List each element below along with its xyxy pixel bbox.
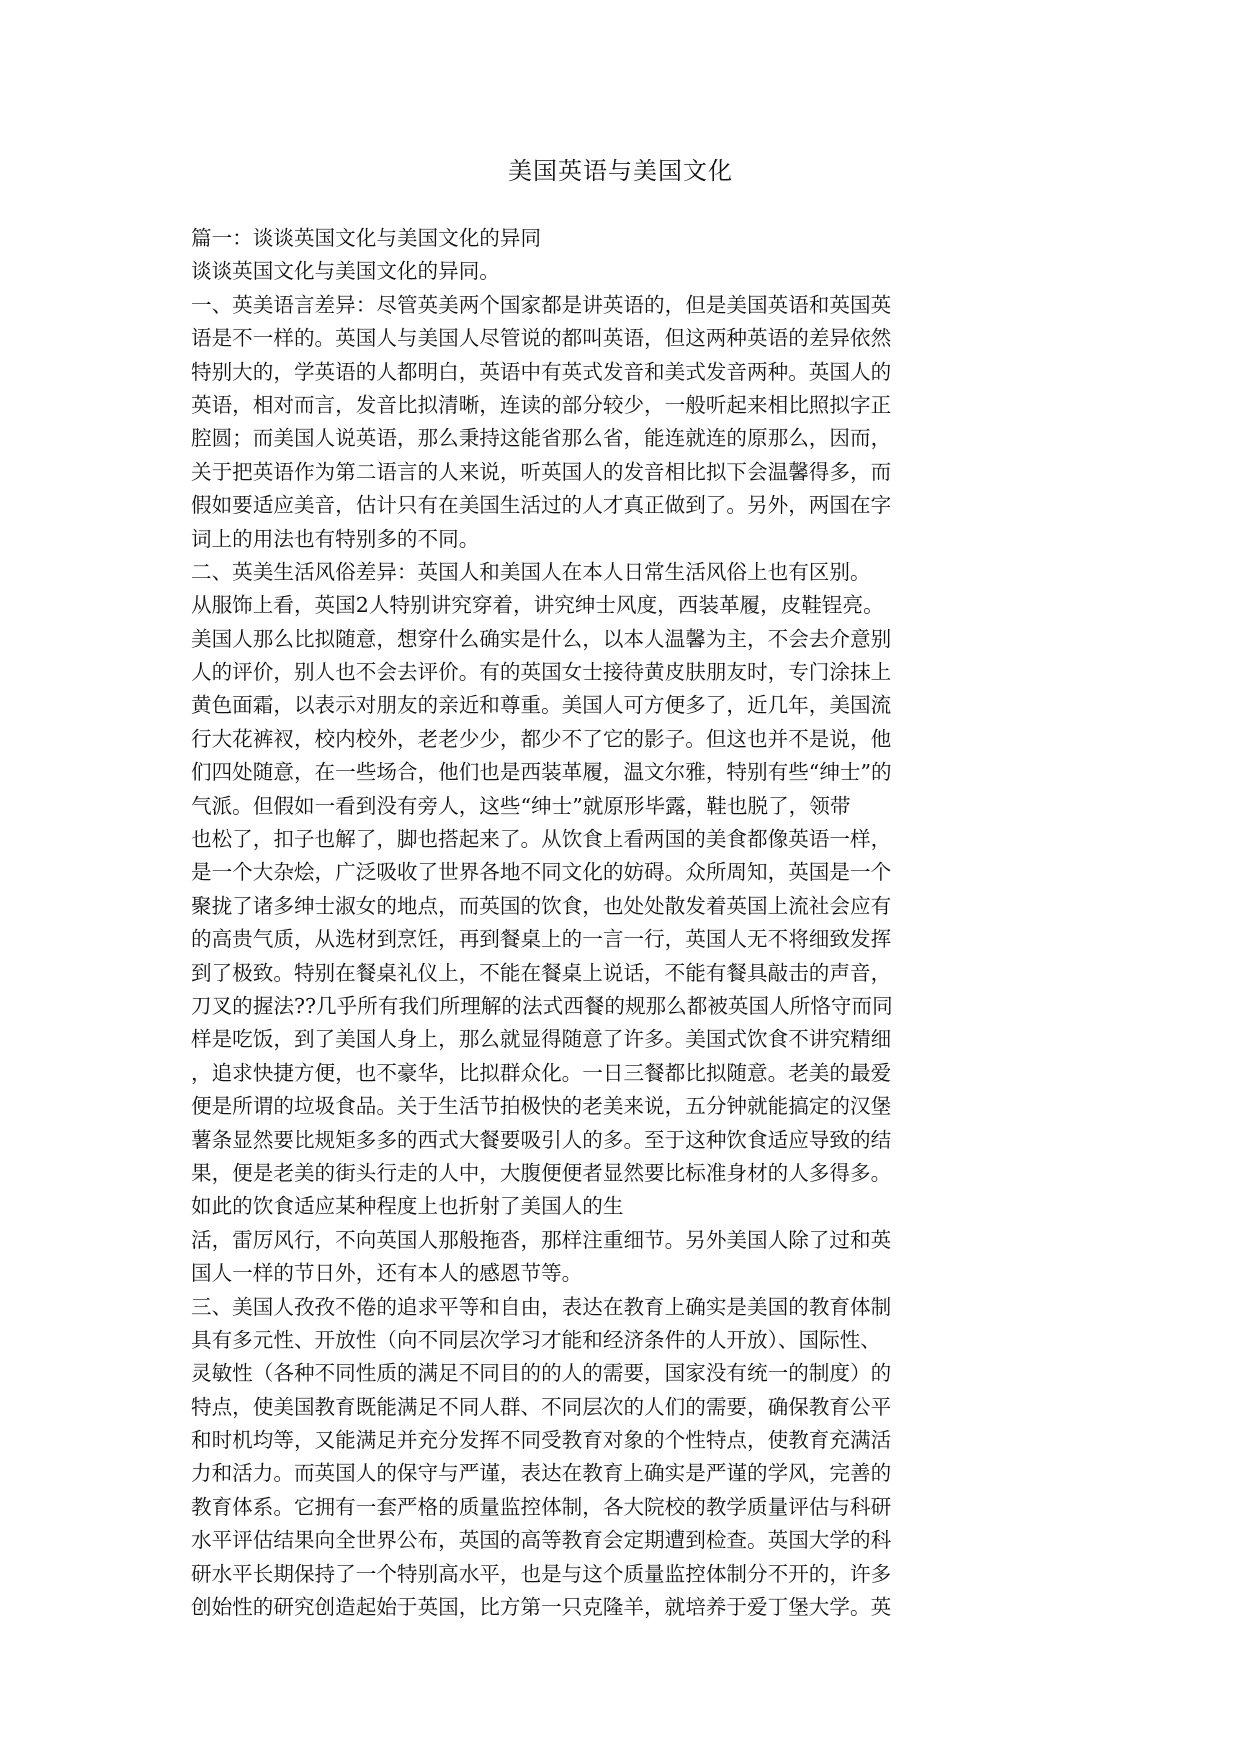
text-line: 创始性的研究创造起始于英国，比方第一只克隆羊，就培养于爱丁堡大学。英 [191,1595,892,1620]
text-line: 词上的用法也有特别多的不同。 [191,526,480,551]
text-line: 英语，相对而言，发音比拟清晰，连读的部分较少，一般听起来相比照拟字正 [191,392,892,417]
text-line: 关于把英语作为第二语言的人来说，听英国人的发音相比拟下会温馨得多，而 [191,459,892,484]
text-line: 腔圆；而美国人说英语，那么秉持这能省那么省，能连就连的原那么，因而， [191,426,892,451]
text-line: 研水平长期保持了一个特别高水平，也是与这个质量监控体制分不开的，许多 [191,1561,892,1586]
text-line: 薯条显然要比规矩多多的西式大餐要吸引人的多。至于这种饮食适应导致的结 [191,1127,892,1152]
document-title: 美国英语与美国文化 [508,157,733,185]
text-line: 是一个大杂烩，广泛吸收了世界各地不同文化的妨碍。众所周知，英国是一个 [191,860,892,885]
text-line: 如此的饮食适应某种程度上也折射了美国人的生 [191,1194,624,1219]
text-line: 果，便是老美的街头行走的人中，大腹便便者显然要比标准身材的人多得多。 [191,1160,892,1185]
text-line: 灵敏性（各种不同性质的满足不同目的的人的需要，国家没有统一的制度）的 [191,1361,892,1386]
text-line: 行大花裤衩，校内校外，老老少少，都少不了它的影子。但这也并不是说，他 [191,726,892,751]
text-line: 和时机均等，又能满足并充分发挥不同受教育对象的个性特点，使教育充满活 [191,1428,892,1453]
text-line: 国人一样的节日外，还有本人的感恩节等。 [191,1261,583,1286]
text-line: 的高贵气质，从选材到烹饪，再到餐桌上的一言一行，英国人无不将细致发挥 [191,927,892,952]
text-line: 到了极致。特别在餐桌礼仪上，不能在餐桌上说话，不能有餐具敲击的声音， [191,960,892,985]
text-line: 便是所谓的垃圾食品。关于生活节拍极快的老美来说，五分钟就能搞定的汉堡 [191,1094,892,1119]
text-line: 假如要适应美音，估计只有在美国生活过的人才真正做到了。另外，两国在字 [191,493,892,518]
document-body [191,222,1051,1624]
text-line: 美国人那么比拟随意，想穿什么确实是什么，以本人温馨为主，不会去介意别 [191,626,892,651]
text-line: 教育体系。它拥有一套严格的质量监控体制，各大院校的教学质量评估与科研 [191,1494,892,1519]
text-line: 刀叉的握法??几乎所有我们所理解的法式西餐的规那么都被英国人所恪守而同 [191,993,893,1018]
text-line: 人的评价，别人也不会去评价。有的英国女士接待黄皮肤朋友时，专门涂抹上 [191,660,892,685]
text-line: 黄色面霜，以表示对朋友的亲近和尊重。美国人可方便多了，近几年，美国流 [191,693,892,718]
text-line: 水平评估结果向全世界公布，英国的高等教育会定期遭到检查。英国大学的科 [191,1528,892,1553]
text-line: 聚拢了诸多绅士淑女的地点，而英国的饮食，也处处散发着英国上流社会应有 [191,893,892,918]
text-line: 样是吃饭，到了美国人身上，那么就显得随意了许多。美国式饮食不讲究精细 [191,1027,892,1052]
text-line: 三、美国人孜孜不倦的追求平等和自由，表达在教育上确实是美国的教育体制 [191,1294,892,1319]
text-line: 活，雷厉风行，不向英国人那般拖沓，那样注重细节。另外美国人除了过和英 [191,1227,892,1252]
text-line: 们四处随意，在一些场合，他们也是西装革履，温文尔雅，特别有些“绅士”的 [191,760,892,785]
text-line: 也松了，扣子也解了，脚也搭起来了。从饮食上看两国的美食都像英语一样， [191,827,892,852]
text-line: 从服饰上看，英国2人特别讲究穿着，讲究绅士风度，西装革履，皮鞋锃亮。 [191,593,884,618]
text-line: 篇一：谈谈英国文化与美国文化的异同 [191,226,542,250]
text-line: 语是不一样的。英国人与美国人尽管说的都叫英语，但这两种英语的差异依然 [191,326,892,351]
text-line: 气派。但假如一看到没有旁人，这些“绅士”就原形毕露，鞋也脱了，领带 [191,793,851,818]
text-line: 谈谈英国文化与美国文化的异同。 [191,259,500,284]
text-line: 一、英美语言差异：尽管英美两个国家都是讲英语的，但是美国英语和英国英 [191,292,892,317]
text-line: 力和活力。而英国人的保守与严谨，表达在教育上确实是严谨的学风，完善的 [191,1461,892,1486]
text-line: 特点，使美国教育既能满足不同人群、不同层次的人们的需要，确保教育公平 [191,1394,892,1419]
text-line: 二、英美生活风俗差异：英国人和美国人在本人日常生活风俗上也有区别。 [191,559,871,584]
text-line: ，追求快捷方便，也不豪华，比拟群众化。一日三餐都比拟随意。老美的最爱 [191,1060,892,1085]
text-line: 具有多元性、开放性（向不同层次学习才能和经济条件的人开放）、国际性、 [191,1327,881,1352]
text-line: 特别大的，学英语的人都明白，英语中有英式发音和美式发音两种。英国人的 [191,359,892,384]
